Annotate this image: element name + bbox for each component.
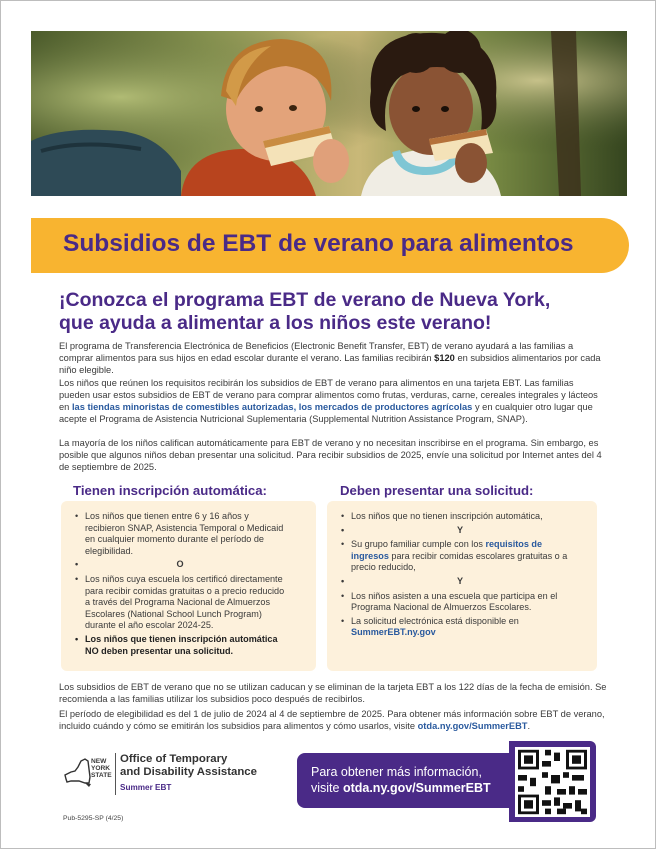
hero-photo — [31, 31, 627, 196]
qr-code[interactable] — [515, 747, 590, 817]
logo-divider — [115, 753, 116, 795]
more-info-line-2 — [311, 781, 491, 795]
program-name: Summer EBT — [120, 783, 172, 792]
auto-enrolled-title — [73, 483, 267, 498]
nys-otda-logo — [63, 751, 273, 801]
state-line-1: NEW — [91, 758, 107, 765]
state-line-2: YORK — [91, 764, 111, 772]
intro-paragraph-1 — [59, 340, 607, 376]
or-separator: • O — [75, 559, 285, 571]
state-line-3: STATE — [91, 771, 112, 779]
intro-p1-text-a: El programa de Transferencia Electrónica de Beneficios (Electronic Benefit Transfer, EBT) de verano ayudará a las familias a comprar alimentos para sus hijos en edad escolar durante el verano. Las familias recibirán — [59, 341, 574, 364]
benefit-amount: $120 — [434, 353, 455, 364]
promo-url-link[interactable]: otda.ny.gov/SummerEBT — [342, 781, 491, 795]
footer-paragraph-1: Los subsidios de EBT de verano que no se utilizan caducan y se eliminan de la tarjeta EBT a los 122 días de la fecha de emisión. Se recomienda a las familias utilizar los subsidios poco después de recibirlos. — [59, 682, 607, 705]
visit-text: visite — [311, 781, 343, 795]
new-york-state-map-icon — [63, 757, 93, 789]
auto-enrolled-item-1: • Los niños que tienen entre 6 y 16 años y recibieron SNAP, Asistencia Temporal o Medicaid en cualquier momento durante el período de elegibilidad. — [75, 511, 285, 557]
agency-line-2: and Disability Assistance — [120, 766, 257, 778]
auto-enrolled-item-3: • Los niños que tienen inscripción automática NO deben presentar una solicitud. — [75, 634, 285, 657]
headline-line-2: que ayuda a alimentar a los niños este verano! — [59, 312, 492, 334]
income-text-b: para recibir comidas escolares gratuitas o a precio reducido, — [351, 550, 568, 573]
title-banner — [31, 218, 629, 273]
retailers-link[interactable]: las tiendas minoristas de comestibles autorizadas, los mercados de productores agrícolas — [71, 402, 473, 413]
intro-p2-text-a: Los niños que reúnen los requisitos recibirán los subsidios de EBT de verano para alimentos en una tarjeta EBT. Las familias pueden usar estos subsidios de EBT de verano para comprar alimentos como frutas, verduras, carne, cereales integrales y lácteos en — [59, 378, 598, 413]
more-info-line-1: Para obtener más información, — [311, 765, 482, 779]
footer-p2-text: El período de elegibilidad es del 1 de julio de 2024 al 4 de septiembre de 2025. Para obtener más información sobre EBT de verano, incluido cuándo y cómo se emitirán los subsidios para alimentos y cómo usarlos, visite — [59, 709, 605, 732]
must-apply-item-2 — [341, 539, 579, 574]
agency-line-1: Office of Temporary — [120, 753, 228, 765]
summer-ebt-link[interactable]: SummerEBT.ny.gov — [351, 627, 436, 638]
headline — [59, 289, 619, 335]
banner-title: Subsidios de EBT de verano para alimentos — [63, 230, 574, 257]
auto-enrolled-item-2: • Los niños cuya escuela los certificó directamente para recibir comidas gratuitas o a precio reducido a través del Programa Nacional de Almuerzos Escolares (National School Lunch Program) durante el año escolar 2024-25. — [75, 574, 285, 632]
must-apply-item-1: • Los niños que no tienen inscripción automática, — [341, 511, 579, 523]
intro-p2-text-b: y en cualquier otro lugar que acepte el Programa de Asistencia Nutricional Suplementaria (Supplemental Nutrition Assistance Program, SNAP). — [59, 402, 593, 425]
income-text-a: Su grupo familiar cumple con los — [351, 539, 486, 550]
intro-p1-text-b: en subsidios alimentarios por cada niño elegible. — [59, 353, 601, 376]
must-apply-item-3: • Los niños asisten a una escuela que participa en el Programa Nacional de Almuerzos Escolares. — [341, 591, 579, 614]
footer-p2-period: . — [527, 721, 531, 732]
otda-link[interactable]: otda.ny.gov/SummerEBT — [417, 721, 528, 732]
must-apply-box — [327, 501, 597, 671]
and-separator-1: • Y — [341, 525, 579, 537]
publication-number: Pub-5295-SP (4/25) — [63, 815, 124, 822]
agency-name — [120, 753, 257, 779]
and-separator-2: • Y — [341, 576, 579, 588]
intro-paragraph-2 — [59, 377, 607, 425]
auto-enrolled-box — [61, 501, 316, 671]
must-apply-title — [340, 483, 533, 498]
qr-code-frame — [509, 741, 596, 822]
more-info-box — [297, 753, 509, 808]
auto-enrolled-title-text: Tienen inscripción automática: — [73, 483, 267, 498]
income-requirements-link[interactable]: requisitos de ingresos — [351, 539, 543, 561]
online-app-text: La solicitud electrónica está disponible en — [351, 615, 519, 626]
must-apply-item-4 — [341, 616, 579, 639]
must-apply-title-text: Deben presentar una solicitud: — [340, 483, 534, 498]
intro-paragraph-3: La mayoría de los niños califican automáticamente para EBT de verano y no necesitan inscribirse en el programa. Sin embargo, es posible que algunos niños deban presentar una solicitud. Para recibir subsidios de 2025, envíe una solicitud por Internet antes del 4 de septiembre de 2025. — [59, 438, 602, 473]
state-name — [91, 759, 112, 779]
headline-line-1: ¡Conozca el programa EBT de verano de Nueva York, — [59, 289, 551, 311]
footer-paragraph-2 — [59, 708, 607, 732]
